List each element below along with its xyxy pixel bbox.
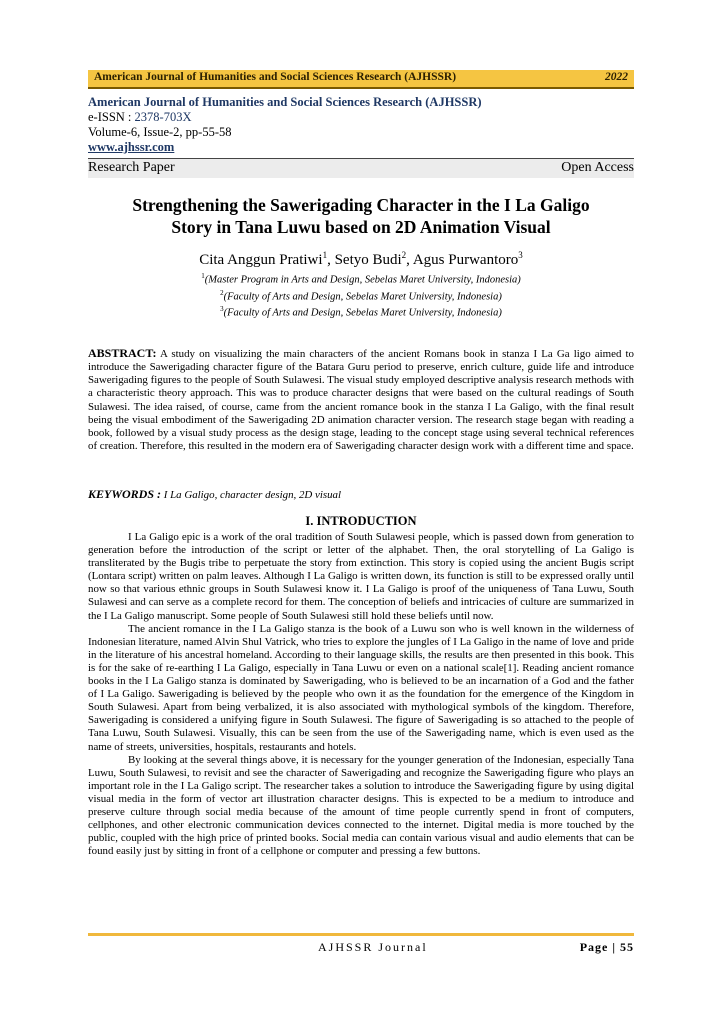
section-heading: I. INTRODUCTION <box>305 514 417 528</box>
access-type: Open Access <box>561 160 634 175</box>
paper-type-bar <box>88 158 634 178</box>
issn-line <box>88 110 634 125</box>
author-name: Cita Anggun Pratiwi <box>199 252 323 268</box>
header-year: 2022 <box>605 71 628 83</box>
journal-meta <box>88 95 634 155</box>
affiliation <box>88 287 634 304</box>
paper-type: Research Paper <box>88 160 175 175</box>
journal-title: American Journal of Humanities and Social Sciences Research (AJHSSR) <box>88 95 482 109</box>
abstract-text: A study on visualizing the main characters of the ancient Romans book in stanza I La Ga ligo aimed to introduce the Sawerigading character figure of the Batara Guru period to preserve, enrich culture, guide life and introduce Sawerigading figures to the people of South Sulawesi. The visual study employed descriptive analysis research methods with a characteristic theory approach. This was to produce character designs that were based on the cultural readings of South Sulawesi. The idea raised, of course, came from the ancient romance book in the stanza I La Galigo, with the final result being the visual embodiment of the Sawerigading 2D animation character version. The research stage began with reading a book, followed by a visual study process as the design stage, leading to the concept stage using several technical references of creation. Therefore, this resulted in the modern era of Sawerigading character design work with a different time and space. <box>88 348 634 453</box>
affiliation-sup: 2 <box>220 288 224 297</box>
paragraph: The ancient romance in the I La Galigo stanza is the book of a Luwu son who is well known in the wilderness of Indonesian literature, named Alvin Shul Vatrick, who tries to explore the jungles of I La Galigo in the name of love and pride in the literature of his ancestral homeland. According to their language skills, the results are then presented in this book. This is for the sake of re-earthing I La Galigo, especially in Tana Luwu or even on a national scale[1]. Reading ancient romance books in the I La Galigo stanza is dominated by Sawerigading, who is believed to be an incarnation of a God and the father of I La Galigo. Sawerigading is believed by the people who own it as the foundation for the emergence of the Kingdom in South Sulawesi. Apart from being verbalized, it is also associated with mythological symbols of the kingdom. Therefore, Sawerigading is considered a unifying figure in South Sulawesi. The figure of Sawerigading is so attached to the people of Tana Luwu, South Sulawesi. Visually, this can be seen from the use of the Sawerigading name, which is even used as the name of streets, universities, hospitals, restaurants and hotels. <box>88 622 634 753</box>
title-line-2: Story in Tana Luwu based on 2D Animation Visual <box>171 217 551 237</box>
footer-journal: AJHSSR Journal <box>318 940 428 954</box>
paragraph: I La Galigo epic is a work of the oral tradition of South Sulawesi people, which is passed down from generation to generation before the introduction of the script or letter of the alphabet. Then, the oral storytelling of La Galigo is transliterated by the Bugis tribe to perpetuate the story from extinction. This story is copied using the ancient Bugis script (Lontara script) written on palm leaves. Although I La Galigo is written down, its function is still to be expressed orally until now so that various ethnic groups in South Sulawesi know it. I La Galigo is proof of the uniqueness of Tana Luwu, South Sulawesi and can serve as a complete record for them. The conception of beliefs and intricacies of culture are summarized in the I La Galigo manuscript. Some people of South Sulawesi still hold these beliefs until now. <box>88 531 634 622</box>
issn-value: 2378-703X <box>134 110 192 124</box>
website-link[interactable]: www.ajhssr.com <box>88 140 175 154</box>
author-name: Agus Purwantoro <box>412 252 519 268</box>
volume-line: Volume-6, Issue-2, pp-55-58 <box>88 125 232 139</box>
footer-rule <box>88 933 634 936</box>
paper-title <box>88 194 634 238</box>
author-sup: 1 <box>322 250 328 260</box>
keywords <box>88 487 634 502</box>
affiliation <box>88 303 634 320</box>
journal-header-band <box>88 70 634 89</box>
page-number: Page | 55 <box>579 940 634 954</box>
author-sup: 2 <box>401 250 407 260</box>
paragraph: By looking at the several things above, it is necessary for the younger generation of the Indonesian, especially Tana Luwu, South Sulawesi, to revisit and see the character of Sawerigading and recognize the Sawerigading figure who plays an important role in the I La Galigo script. The researcher takes a solution to introduce the Sawerigading figure by using digital visual media in the form of vector art illustration character designs. This is expected to be a medium to introduce and preserve culture through social media because of the amount of time people currently spend in front of computers, cellphones, and other electronic communication devices connected to the internet. Digital media is more touched by the public, coupled with the high price of printed books. Social media can contain various visual and audio elements that can be found easily just by sitting in front of a cellphone or computer and pressing a few buttons. <box>88 753 634 858</box>
title-line-1: Strengthening the Sawerigading Character in the I La Galigo <box>132 195 590 215</box>
affiliation-text: (Faculty of Arts and Design, Sebelas Maret University, Indonesia) <box>223 291 502 302</box>
keywords-text: I La Galigo, character design, 2D visual <box>163 489 342 501</box>
issn-label: e-ISSN : <box>88 110 135 124</box>
header-journal-name: American Journal of Humanities and Social Sciences Research (AJHSSR) <box>94 71 457 83</box>
affiliation-sup: 1 <box>201 272 205 280</box>
introduction-body <box>88 531 634 858</box>
affiliation-list <box>88 270 634 320</box>
author-sup: 3 <box>518 250 523 260</box>
affiliation-text: (Master Program in Arts and Design, Sebelas Maret University, Indonesia) <box>204 274 521 286</box>
keywords-label: KEYWORDS : <box>88 487 162 501</box>
abstract <box>88 347 634 453</box>
abstract-label: ABSTRACT: <box>88 346 157 360</box>
author-name: Setyo Budi <box>334 252 402 268</box>
author-list: Cita Anggun Pratiwi$^1$, Setyo Budi$^2$, Agus Purwantoro$^3$ <box>199 250 523 268</box>
affiliation <box>88 270 634 287</box>
affiliation-text: (Faculty of Arts and Design, Sebelas Maret University, Indonesia) <box>223 307 502 319</box>
affiliation-sup: 3 <box>220 305 224 313</box>
